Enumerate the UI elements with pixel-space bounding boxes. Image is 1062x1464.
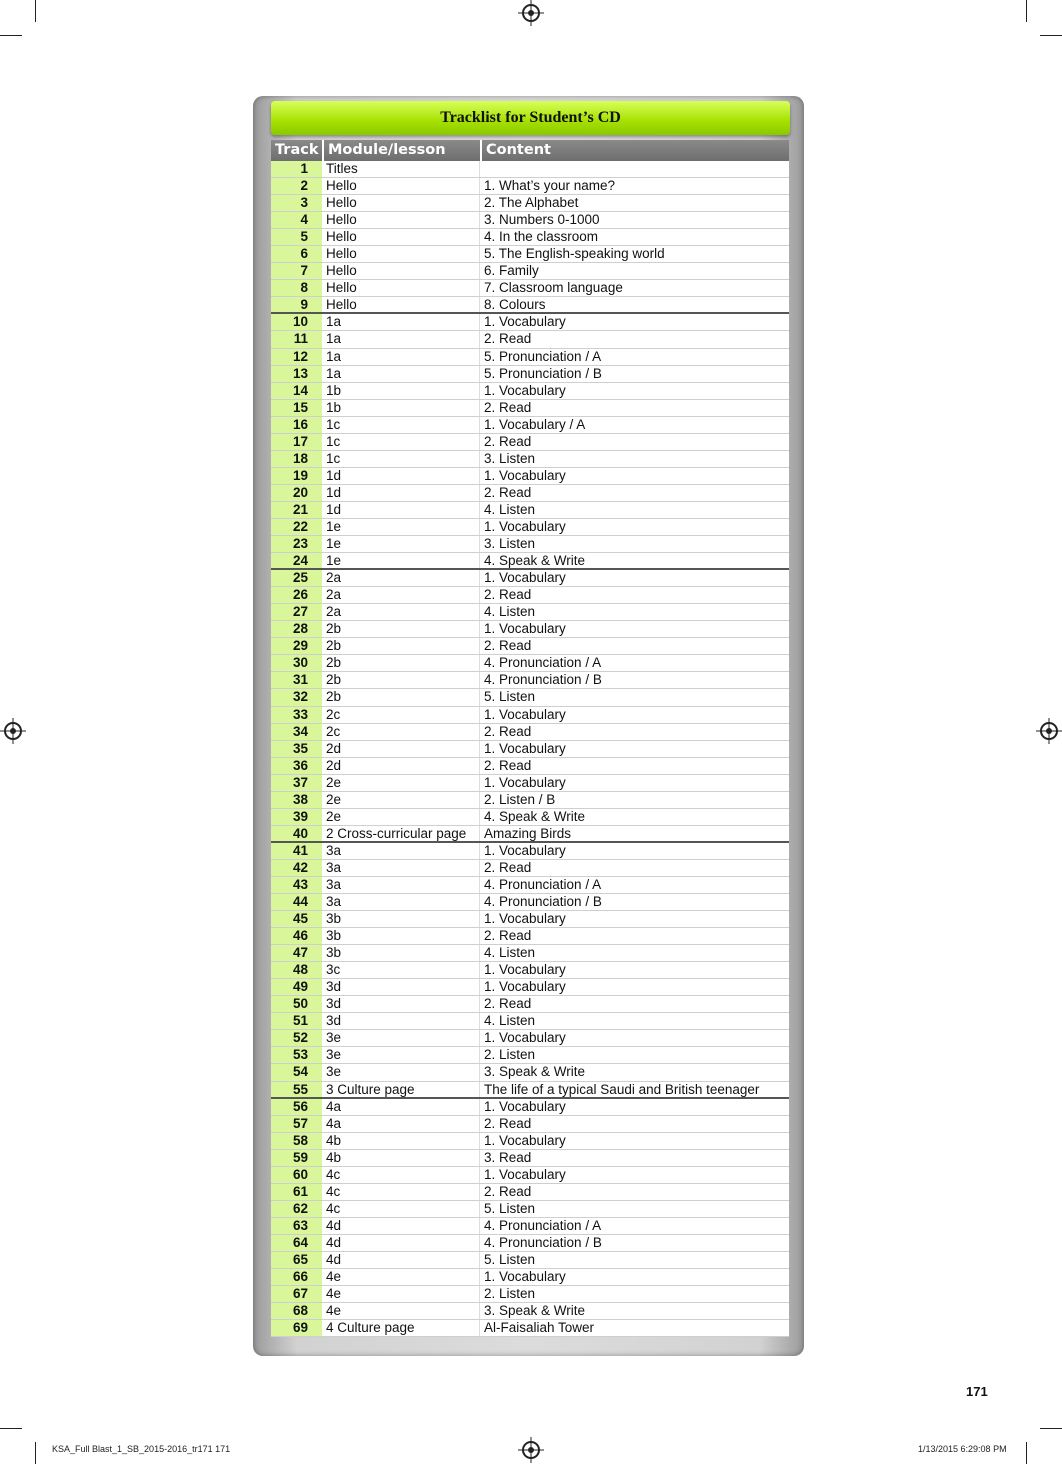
table-row xyxy=(271,877,789,894)
table-row xyxy=(271,655,789,672)
content: 2. Read xyxy=(484,331,532,347)
content: 5. Pronunciation / A xyxy=(484,348,602,364)
content: The life of a typical Saudi and British teenager xyxy=(484,1081,760,1097)
track-number: 37 xyxy=(271,775,322,791)
table-row xyxy=(271,1099,789,1116)
content: 1. Vocabulary xyxy=(484,314,566,330)
content: 2. Listen / B xyxy=(484,791,556,807)
content: 2. Read xyxy=(484,859,532,875)
track-number: 30 xyxy=(271,655,322,671)
content: 4. Pronunciation / A xyxy=(484,655,602,671)
crop-mark xyxy=(1040,35,1062,36)
track-number: 66 xyxy=(271,1269,322,1285)
track-number: 31 xyxy=(271,672,322,688)
module-lesson: 2e xyxy=(324,792,480,808)
content: 5. Listen xyxy=(484,689,536,705)
track-number: 60 xyxy=(271,1167,322,1183)
content: 5. Pronunciation / B xyxy=(484,365,602,381)
table-row xyxy=(271,587,789,604)
header-track: Track xyxy=(271,140,322,161)
table-row xyxy=(271,894,789,911)
crop-mark xyxy=(1026,0,1027,22)
table-row xyxy=(271,945,789,962)
table-row xyxy=(271,536,789,553)
table-row xyxy=(271,758,789,775)
table-row xyxy=(271,843,789,860)
track-number: 57 xyxy=(271,1116,322,1132)
track-number: 5 xyxy=(271,229,322,245)
track-number: 16 xyxy=(271,417,322,433)
module-lesson: Hello xyxy=(324,195,480,211)
module-lesson: 3e xyxy=(324,1030,480,1046)
track-number: 33 xyxy=(271,707,322,723)
module-lesson: 1d xyxy=(324,502,480,518)
module-lesson: 4c xyxy=(324,1201,480,1217)
page-number: 171 xyxy=(966,1384,988,1399)
module-lesson: 4b xyxy=(324,1150,480,1166)
table-row xyxy=(271,434,789,451)
table-row xyxy=(271,1064,789,1081)
table-row xyxy=(271,383,789,400)
crop-mark xyxy=(35,1442,36,1464)
table-row xyxy=(271,297,789,314)
track-number: 18 xyxy=(271,451,322,467)
track-number: 45 xyxy=(271,911,322,927)
module-lesson: 2a xyxy=(324,604,480,620)
content: 2. Read xyxy=(484,1115,532,1131)
module-lesson: 2e xyxy=(324,775,480,791)
table-row xyxy=(271,860,789,877)
table-row xyxy=(271,1235,789,1252)
track-number: 68 xyxy=(271,1303,322,1319)
content: 5. The English-speaking world xyxy=(484,246,665,262)
header-module: Module/lesson xyxy=(324,140,480,161)
track-number: 7 xyxy=(271,263,322,279)
content: 4. Speak & Write xyxy=(484,808,586,824)
track-number: 39 xyxy=(271,809,322,825)
module-lesson: 3a xyxy=(324,877,480,893)
track-number: 8 xyxy=(271,280,322,296)
module-lesson: Hello xyxy=(324,263,480,279)
track-number: 22 xyxy=(271,519,322,535)
content: 5. Listen xyxy=(484,1200,536,1216)
table-row xyxy=(271,979,789,996)
crop-mark xyxy=(0,35,22,36)
track-number: 67 xyxy=(271,1286,322,1302)
module-lesson: 2 Cross-curricular page xyxy=(324,826,480,841)
module-lesson: 1a xyxy=(324,331,480,347)
table-row xyxy=(271,741,789,758)
track-number: 55 xyxy=(271,1082,322,1097)
content: 8. Colours xyxy=(484,297,546,313)
module-lesson: 3c xyxy=(324,962,480,978)
content: 1. Vocabulary xyxy=(484,740,566,756)
registration-mark-icon xyxy=(522,1441,540,1459)
page-title: Tracklist for Student’s CD xyxy=(271,101,790,135)
table-row xyxy=(271,314,789,331)
content: 1. Vocabulary xyxy=(484,621,566,637)
table-row xyxy=(271,1150,789,1167)
content: 3. Read xyxy=(484,1149,532,1165)
content: 1. Vocabulary xyxy=(484,570,566,586)
track-number: 6 xyxy=(271,246,322,262)
table-row xyxy=(271,638,789,655)
table-row xyxy=(271,962,789,979)
module-lesson: 2c xyxy=(324,724,480,740)
track-number: 58 xyxy=(271,1133,322,1149)
table-row xyxy=(271,724,789,741)
content: 7. Classroom language xyxy=(484,280,623,296)
track-number: 26 xyxy=(271,587,322,603)
module-lesson: 4e xyxy=(324,1269,480,1285)
table-row xyxy=(271,1184,789,1201)
table-row xyxy=(271,229,789,246)
table-row xyxy=(271,928,789,945)
track-number: 4 xyxy=(271,212,322,228)
content: 1. Vocabulary xyxy=(484,962,566,978)
module-lesson: 3b xyxy=(324,945,480,961)
module-lesson: 1e xyxy=(324,519,480,535)
module-lesson: 3d xyxy=(324,1013,480,1029)
content: 3. Listen xyxy=(484,450,536,466)
table-row xyxy=(271,707,789,724)
track-number: 10 xyxy=(271,314,322,330)
table-row xyxy=(271,468,789,485)
content: 1. Vocabulary xyxy=(484,382,566,398)
content: 3. Listen xyxy=(484,536,536,552)
table-row xyxy=(271,178,789,195)
module-lesson: 4c xyxy=(324,1184,480,1200)
track-number: 61 xyxy=(271,1184,322,1200)
content: 4. Pronunciation / B xyxy=(484,672,602,688)
module-lesson: 4a xyxy=(324,1116,480,1132)
track-number: 65 xyxy=(271,1252,322,1268)
content: 4. Speak & Write xyxy=(484,553,586,569)
table-body xyxy=(271,161,789,1337)
table-row xyxy=(271,161,789,178)
module-lesson: Hello xyxy=(324,229,480,245)
module-lesson: 1c xyxy=(324,434,480,450)
content: 1. Vocabulary xyxy=(484,1166,566,1182)
track-number: 50 xyxy=(271,996,322,1012)
table-row xyxy=(271,1047,789,1064)
module-lesson: 4e xyxy=(324,1286,480,1302)
module-lesson: 3e xyxy=(324,1047,480,1063)
track-number: 23 xyxy=(271,536,322,552)
table-row xyxy=(271,502,789,519)
content: 4. In the classroom xyxy=(484,229,599,245)
content: 2. Read xyxy=(484,757,532,773)
content: 2. Listen xyxy=(484,1047,536,1063)
table-row xyxy=(271,996,789,1013)
crop-mark xyxy=(1040,1428,1062,1429)
content: 1. Vocabulary xyxy=(484,842,566,858)
content: 3. Numbers 0-1000 xyxy=(484,212,600,228)
content: 5. Listen xyxy=(484,1252,536,1267)
track-number: 27 xyxy=(271,604,322,620)
module-lesson: 3 Culture page xyxy=(324,1082,480,1097)
track-number: 3 xyxy=(271,195,322,211)
track-number: 11 xyxy=(271,331,322,347)
content: 1. Vocabulary xyxy=(484,1269,566,1285)
content: 1. Vocabulary xyxy=(484,706,566,722)
table-row xyxy=(271,263,789,280)
content: 2. Read xyxy=(484,484,532,500)
module-lesson: Titles xyxy=(324,161,480,177)
track-number: 42 xyxy=(271,860,322,876)
table-row xyxy=(271,485,789,502)
module-lesson: 3a xyxy=(324,843,480,859)
track-number: 15 xyxy=(271,400,322,416)
track-number: 1 xyxy=(271,161,322,177)
table-row xyxy=(271,1252,789,1269)
crop-mark xyxy=(0,1428,22,1429)
track-number: 28 xyxy=(271,621,322,637)
module-lesson: 4 Culture page xyxy=(324,1320,480,1336)
table-row xyxy=(271,621,789,638)
table-row xyxy=(271,417,789,434)
content: 1. Vocabulary xyxy=(484,467,566,483)
module-lesson: 3d xyxy=(324,996,480,1012)
content: 2. The Alphabet xyxy=(484,195,579,211)
content: 1. Vocabulary xyxy=(484,979,566,995)
table-row xyxy=(271,1167,789,1184)
content: 2. Read xyxy=(484,433,532,449)
content: 1. Vocabulary xyxy=(484,518,566,534)
module-lesson: 1c xyxy=(324,417,480,433)
module-lesson: 3d xyxy=(324,979,480,995)
table-row xyxy=(271,1013,789,1030)
module-lesson: 1b xyxy=(324,383,480,399)
header-content: Content xyxy=(482,140,789,161)
module-lesson: 1c xyxy=(324,451,480,467)
track-number: 2 xyxy=(271,178,322,194)
track-number: 48 xyxy=(271,962,322,978)
table-row xyxy=(271,604,789,621)
module-lesson: 1b xyxy=(324,400,480,416)
content: 1. Vocabulary xyxy=(484,774,566,790)
table-row xyxy=(271,775,789,792)
track-number: 21 xyxy=(271,502,322,518)
table-row xyxy=(271,1030,789,1047)
track-number: 14 xyxy=(271,383,322,399)
track-number: 69 xyxy=(271,1320,322,1336)
content: 2. Listen xyxy=(484,1286,536,1302)
module-lesson: Hello xyxy=(324,297,480,312)
track-number: 64 xyxy=(271,1235,322,1251)
module-lesson: 2b xyxy=(324,689,480,705)
module-lesson: 4a xyxy=(324,1099,480,1115)
track-number: 52 xyxy=(271,1030,322,1046)
content: 2. Read xyxy=(484,996,532,1012)
track-number: 9 xyxy=(271,297,322,312)
module-lesson: 2d xyxy=(324,741,480,757)
table-row xyxy=(271,1116,789,1133)
content: 1. Vocabulary xyxy=(484,911,566,927)
table-row xyxy=(271,672,789,689)
content: 4. Listen xyxy=(484,945,536,961)
table-row xyxy=(271,195,789,212)
module-lesson: 1a xyxy=(324,366,480,382)
module-lesson: 2a xyxy=(324,570,480,586)
content: 3. Speak & Write xyxy=(484,1303,586,1319)
track-number: 51 xyxy=(271,1013,322,1029)
table-row xyxy=(271,400,789,417)
table-row xyxy=(271,1218,789,1235)
module-lesson: 4d xyxy=(324,1235,480,1251)
table-row xyxy=(271,451,789,468)
track-number: 12 xyxy=(271,349,322,365)
table-row xyxy=(271,1133,789,1150)
module-lesson: 2b xyxy=(324,638,480,654)
content: Amazing Birds xyxy=(484,825,572,841)
module-lesson: 1d xyxy=(324,485,480,501)
track-number: 19 xyxy=(271,468,322,484)
crop-mark xyxy=(1026,1442,1027,1464)
track-number: 53 xyxy=(271,1047,322,1063)
tracklist-table xyxy=(271,140,789,1337)
table-row xyxy=(271,792,789,809)
module-lesson: 2e xyxy=(324,809,480,825)
module-lesson: 1a xyxy=(324,314,480,330)
content: 2. Read xyxy=(484,928,532,944)
table-row xyxy=(271,212,789,229)
module-lesson: 1e xyxy=(324,536,480,552)
module-lesson: 3a xyxy=(324,894,480,910)
track-number: 54 xyxy=(271,1064,322,1080)
table-header xyxy=(271,140,789,161)
content: 4. Listen xyxy=(484,604,536,620)
module-lesson: 4d xyxy=(324,1218,480,1234)
track-number: 56 xyxy=(271,1099,322,1115)
content: 4. Pronunciation / B xyxy=(484,1234,602,1250)
content: 1. Vocabulary xyxy=(484,1132,566,1148)
track-number: 25 xyxy=(271,570,322,586)
track-number: 24 xyxy=(271,553,322,568)
table-row xyxy=(271,1269,789,1286)
content: 2. Read xyxy=(484,638,532,654)
content: 6. Family xyxy=(484,263,539,279)
content: 4. Pronunciation / A xyxy=(484,876,602,892)
footer-left: KSA_Full Blast_1_SB_2015-2016_tr171 171 xyxy=(52,1444,231,1454)
table-row xyxy=(271,366,789,383)
module-lesson: Hello xyxy=(324,178,480,194)
table-row xyxy=(271,349,789,366)
track-number: 44 xyxy=(271,894,322,910)
track-number: 59 xyxy=(271,1150,322,1166)
registration-mark-icon xyxy=(4,722,22,740)
track-number: 46 xyxy=(271,928,322,944)
tracklist-panel xyxy=(253,96,804,1356)
content: 4. Pronunciation / A xyxy=(484,1217,602,1233)
track-number: 40 xyxy=(271,826,322,841)
content: 2. Read xyxy=(484,723,532,739)
content: 2. Read xyxy=(484,399,532,415)
content: Al-Faisaliah Tower xyxy=(484,1320,595,1336)
table-row xyxy=(271,553,789,570)
module-lesson: Hello xyxy=(324,280,480,296)
content: 2. Read xyxy=(484,587,532,603)
table-row xyxy=(271,809,789,826)
footer-right: 1/13/2015 6:29:08 PM xyxy=(918,1444,1007,1454)
module-lesson: 2c xyxy=(324,707,480,723)
table-row xyxy=(271,246,789,263)
module-lesson: 3b xyxy=(324,928,480,944)
track-number: 38 xyxy=(271,792,322,808)
module-lesson: 2d xyxy=(324,758,480,774)
track-number: 13 xyxy=(271,366,322,382)
module-lesson: 2b xyxy=(324,655,480,671)
module-lesson: 1e xyxy=(324,553,480,568)
module-lesson: 4c xyxy=(324,1167,480,1183)
module-lesson: 2b xyxy=(324,621,480,637)
track-number: 17 xyxy=(271,434,322,450)
table-row xyxy=(271,1201,789,1218)
module-lesson: 4b xyxy=(324,1133,480,1149)
track-number: 32 xyxy=(271,689,322,705)
module-lesson: 2a xyxy=(324,587,480,603)
track-number: 20 xyxy=(271,485,322,501)
track-number: 29 xyxy=(271,638,322,654)
table-row xyxy=(271,519,789,536)
track-number: 41 xyxy=(271,843,322,859)
track-number: 49 xyxy=(271,979,322,995)
module-lesson: 1d xyxy=(324,468,480,484)
track-number: 62 xyxy=(271,1201,322,1217)
table-row xyxy=(271,911,789,928)
table-row xyxy=(271,1286,789,1303)
track-number: 63 xyxy=(271,1218,322,1234)
module-lesson: 3a xyxy=(324,860,480,876)
content: 2. Read xyxy=(484,1183,532,1199)
module-lesson: 1a xyxy=(324,349,480,365)
crop-mark xyxy=(35,0,36,22)
track-number: 47 xyxy=(271,945,322,961)
track-number: 34 xyxy=(271,724,322,740)
track-number: 35 xyxy=(271,741,322,757)
table-row xyxy=(271,280,789,297)
content: 1. Vocabulary xyxy=(484,1098,566,1114)
content: 1. Vocabulary / A xyxy=(484,416,586,432)
table-row xyxy=(271,1303,789,1320)
registration-mark-icon xyxy=(522,4,540,22)
table-row xyxy=(271,570,789,587)
content: 4. Pronunciation / B xyxy=(484,894,602,910)
table-row xyxy=(271,826,789,843)
content: 4. Listen xyxy=(484,1013,536,1029)
module-lesson: Hello xyxy=(324,246,480,262)
module-lesson: 2b xyxy=(324,672,480,688)
content: 3. Speak & Write xyxy=(484,1064,586,1080)
content: 1. What’s your name? xyxy=(484,178,616,194)
table-row xyxy=(271,331,789,348)
content: 4. Listen xyxy=(484,501,536,517)
module-lesson: 4e xyxy=(324,1303,480,1319)
registration-mark-icon xyxy=(1040,722,1058,740)
module-lesson: 3e xyxy=(324,1064,480,1080)
module-lesson: Hello xyxy=(324,212,480,228)
module-lesson: 4d xyxy=(324,1252,480,1268)
table-row xyxy=(271,1320,789,1337)
table-row xyxy=(271,689,789,706)
module-lesson: 3b xyxy=(324,911,480,927)
content xyxy=(482,161,789,177)
table-row xyxy=(271,1082,789,1099)
content: 1. Vocabulary xyxy=(484,1030,566,1046)
track-number: 36 xyxy=(271,758,322,774)
track-number: 43 xyxy=(271,877,322,893)
